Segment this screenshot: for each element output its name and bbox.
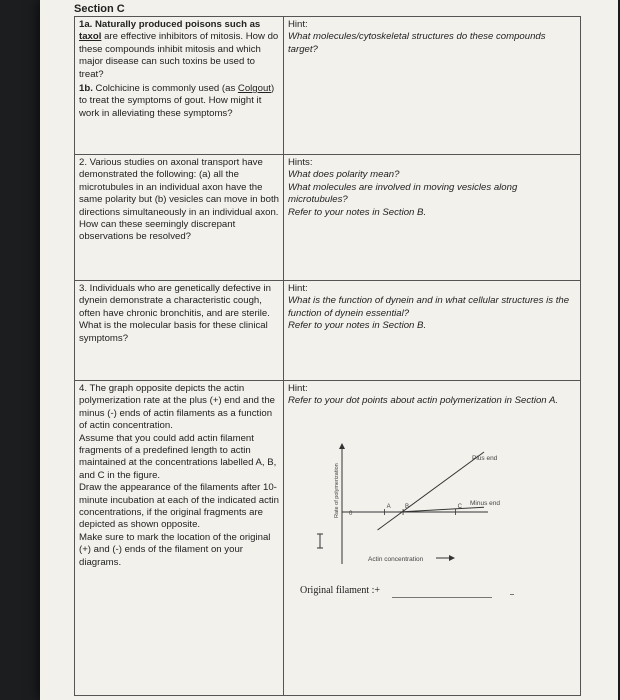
- questions-table: [74, 16, 581, 696]
- hint-4-line: Refer to your dot points about actin polymerization in Section A.: [288, 395, 559, 407]
- q1a-rest: are effective inhibitors of mitosis. How do these compounds inhibit mitosis and which major disease can such toxins be used to treat?: [79, 31, 279, 80]
- worksheet-page: [40, 0, 618, 700]
- series-line-plus-end: [378, 452, 485, 530]
- q1a-taxol: taxol: [79, 31, 102, 43]
- example-filament-symbol: [317, 534, 323, 548]
- series-label-plus-end: Plus end: [472, 454, 498, 462]
- series-line-minus-end: [399, 507, 484, 512]
- question-1b: [79, 83, 279, 120]
- q1b-rest: ) to treat the symptoms of gout. How might it work in alleviating these symptoms?: [79, 83, 275, 119]
- x-axis-label: Actin concentration: [368, 555, 424, 563]
- question-3: 3. Individuals who are genetically defective in dynein demonstrate a characteristic cough, often have chronic bronchitis, and are sterile. What is the molecular basis for these clinical symptoms?: [79, 283, 271, 344]
- question-4-cell: [75, 381, 284, 696]
- hint-4-label: Hint:: [288, 383, 308, 394]
- question-1a: [79, 19, 279, 81]
- hint-2-cell: [284, 155, 581, 281]
- hint-2-line: What does polarity mean?: [288, 169, 400, 181]
- question-4-part: Draw the appearance of the filaments after 10-minute incubation at each of the indicated actin concentrations, if the original fragments are depicted as shown opposite.: [79, 482, 280, 531]
- table-row: [75, 155, 581, 281]
- hint-3-line: What is the function of dynein and in what cellular structures is the function of dynein essential?: [288, 295, 570, 319]
- series-label-minus-end: Minus end: [470, 500, 500, 508]
- hint-2-line: What molecules are involved in moving vesicles along microtubules?: [288, 181, 518, 206]
- q1a-prefix: 1a. Naturally produced poisons such as: [79, 19, 261, 30]
- question-3-cell: [75, 281, 284, 381]
- q1b-colgout: Colgout: [237, 83, 271, 95]
- hint-3-cell: [284, 281, 581, 381]
- y-axis-label: Rate of polymerization: [334, 463, 340, 518]
- zero-label: 0: [349, 510, 353, 517]
- table-row: [75, 381, 581, 696]
- original-filament-label: Original filament :+: [300, 584, 381, 596]
- table-row: [75, 281, 581, 381]
- question-4-part: Assume that you could add actin filament fragments of a predefined length to actin maintained at the concentrations labelled A, B, and C in the figure.: [79, 432, 277, 481]
- polymerization-graph: [288, 414, 528, 614]
- hint-1-cell: [284, 17, 581, 155]
- question-2: 2. Various studies on axonal transport have demonstrated the following: (a) all the microtubules in an individual axon have the same polarity but (b) vesicles can move in both directions simultaneously in an individual axon. How can these seemingly discrepant observations be resolved?: [79, 157, 279, 243]
- original-filament-end: [510, 594, 514, 595]
- point-label-a: A: [386, 503, 391, 510]
- point-label-b: B: [405, 503, 410, 510]
- hint-4-cell: [284, 381, 581, 696]
- hint-1-line: What molecules/cytoskeletal structures do these compounds target?: [288, 31, 546, 55]
- question-2-cell: [75, 155, 284, 281]
- section-title: Section C: [74, 3, 125, 15]
- question-4-part: 4. The graph opposite depicts the actin polymerization rate at the plus (+) end and the minus (-) ends of actin filaments as a function of actin concentration.: [79, 383, 275, 432]
- q1b-prefix: 1b.: [79, 83, 93, 95]
- polymerization-chart: [288, 414, 528, 582]
- hint-3-line: Refer to your notes in Section B.: [288, 320, 427, 332]
- table-row: [75, 17, 581, 155]
- question-4-part: Make sure to mark the location of the original (+) and (-) ends of the filament on your diagrams.: [79, 531, 271, 568]
- original-filament-line: [392, 597, 492, 598]
- hint-3-label: Hint:: [288, 283, 308, 294]
- hint-2-label: Hints:: [288, 157, 313, 168]
- question-1-cell: [75, 17, 284, 155]
- hint-2-line: Refer to your notes in Section B.: [288, 206, 427, 218]
- hint-1-label: Hint:: [288, 19, 308, 30]
- q1b-text: Colchicine is commonly used (as: [92, 83, 238, 95]
- point-label-c: C: [457, 503, 462, 510]
